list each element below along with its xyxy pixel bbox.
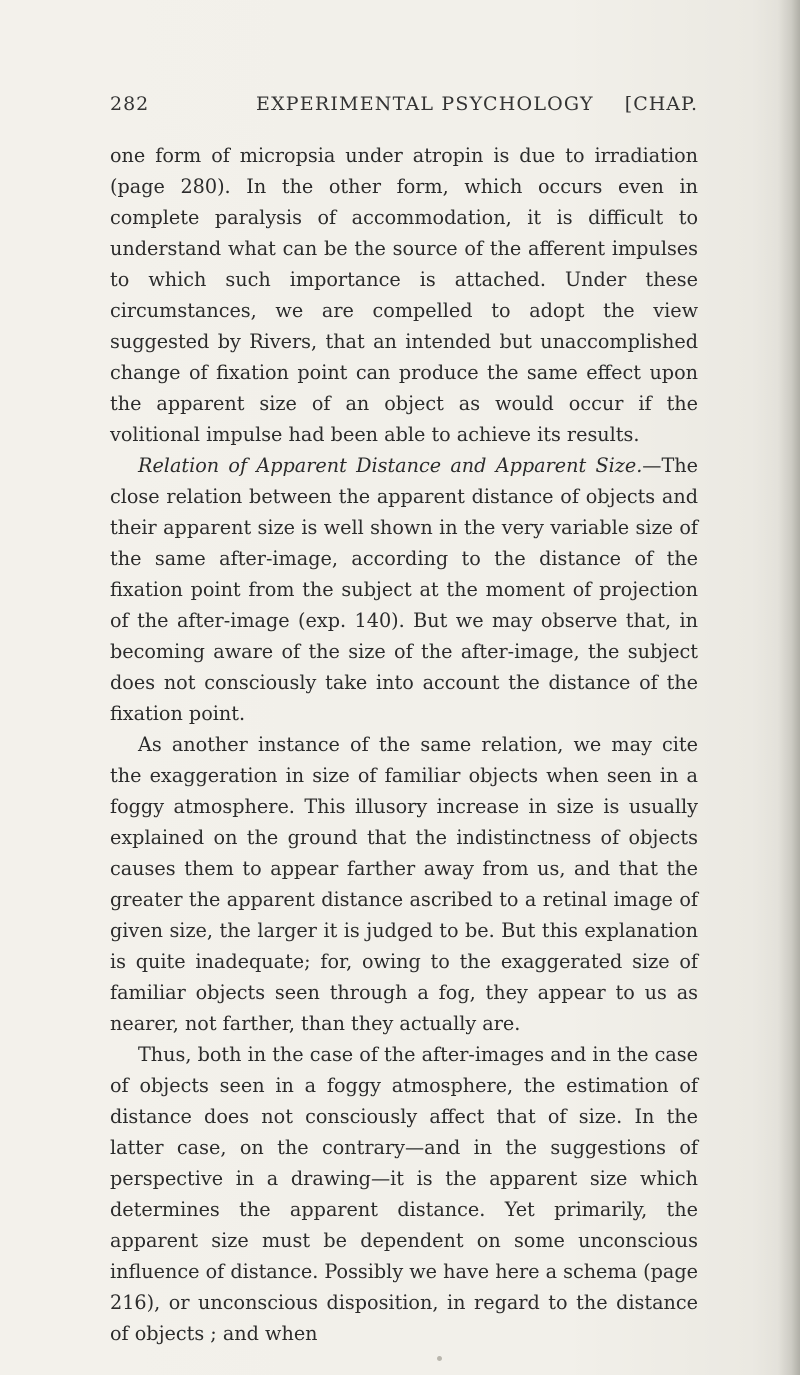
paragraph-4: Thus, both in the case of the after-images and in the case of objects seen in a foggy atmosphere, the estimation of distance does not consciously affect that of size. In the latter case, on the contrary—and in the suggestions of perspective in a drawing—it is the apparent size which determines the apparent distance. Yet primarily, the apparent size must be dependent on some unconscious influence of distance. Possibly we have here a schema (page 216), or unconscious disposition, in regard to the distance of objects ; and when: [110, 1043, 698, 1345]
page-edge-shadow: [778, 0, 800, 1375]
page-number: 282: [110, 93, 150, 115]
body-text: [110, 140, 698, 1349]
section-heading: Relation of Apparent Distance and Apparent Size.: [138, 454, 643, 477]
paragraph-2: [110, 450, 698, 729]
running-title: EXPERIMENTAL PSYCHOLOGY: [256, 93, 594, 115]
chapter-mark: [CHAP.: [624, 93, 698, 115]
paragraph-3: As another instance of the same relation, we may cite the exaggeration in size of familiar objects when seen in a foggy atmosphere. This illusory increase in size is usually explained on the ground that the indistinctness of objects causes them to appear farther away from us, and that the greater the apparent distance ascribed to a retinal image of given size, the larger it is judged to be. But this explanation is quite inadequate; for, owing to the exaggerated size of familiar objects seen through a fog, they appear to us as nearer, not farther, than they actually are.: [110, 733, 698, 1035]
paragraph-2-body: —The close relation between the apparent distance of objects and their apparent size is well shown in the very variable size of the same after-image, according to the distance of the fixation point from the subject at the moment of projection of the after-image (exp. 140). But we may observe that, in becoming aware of the size of the after-image, the subject does not consciously take into account the distance of the fixation point.: [110, 454, 698, 725]
paragraph-1: one form of micropsia under atropin is due to irradiation (page 280). In the other form, which occurs even in complete paralysis of accommodation, it is difficult to understand what can be the source of the afferent impulses to which such importance is attached. Under these circumstances, we are compelled to adopt the view suggested by Rivers, that an intended but unaccomplished change of fixation point can produce the same effect upon the apparent size of an object as would occur if the volitional impulse had been able to achieve its results.: [110, 144, 698, 446]
printer-mark: [437, 1356, 442, 1361]
running-header: [110, 93, 698, 123]
